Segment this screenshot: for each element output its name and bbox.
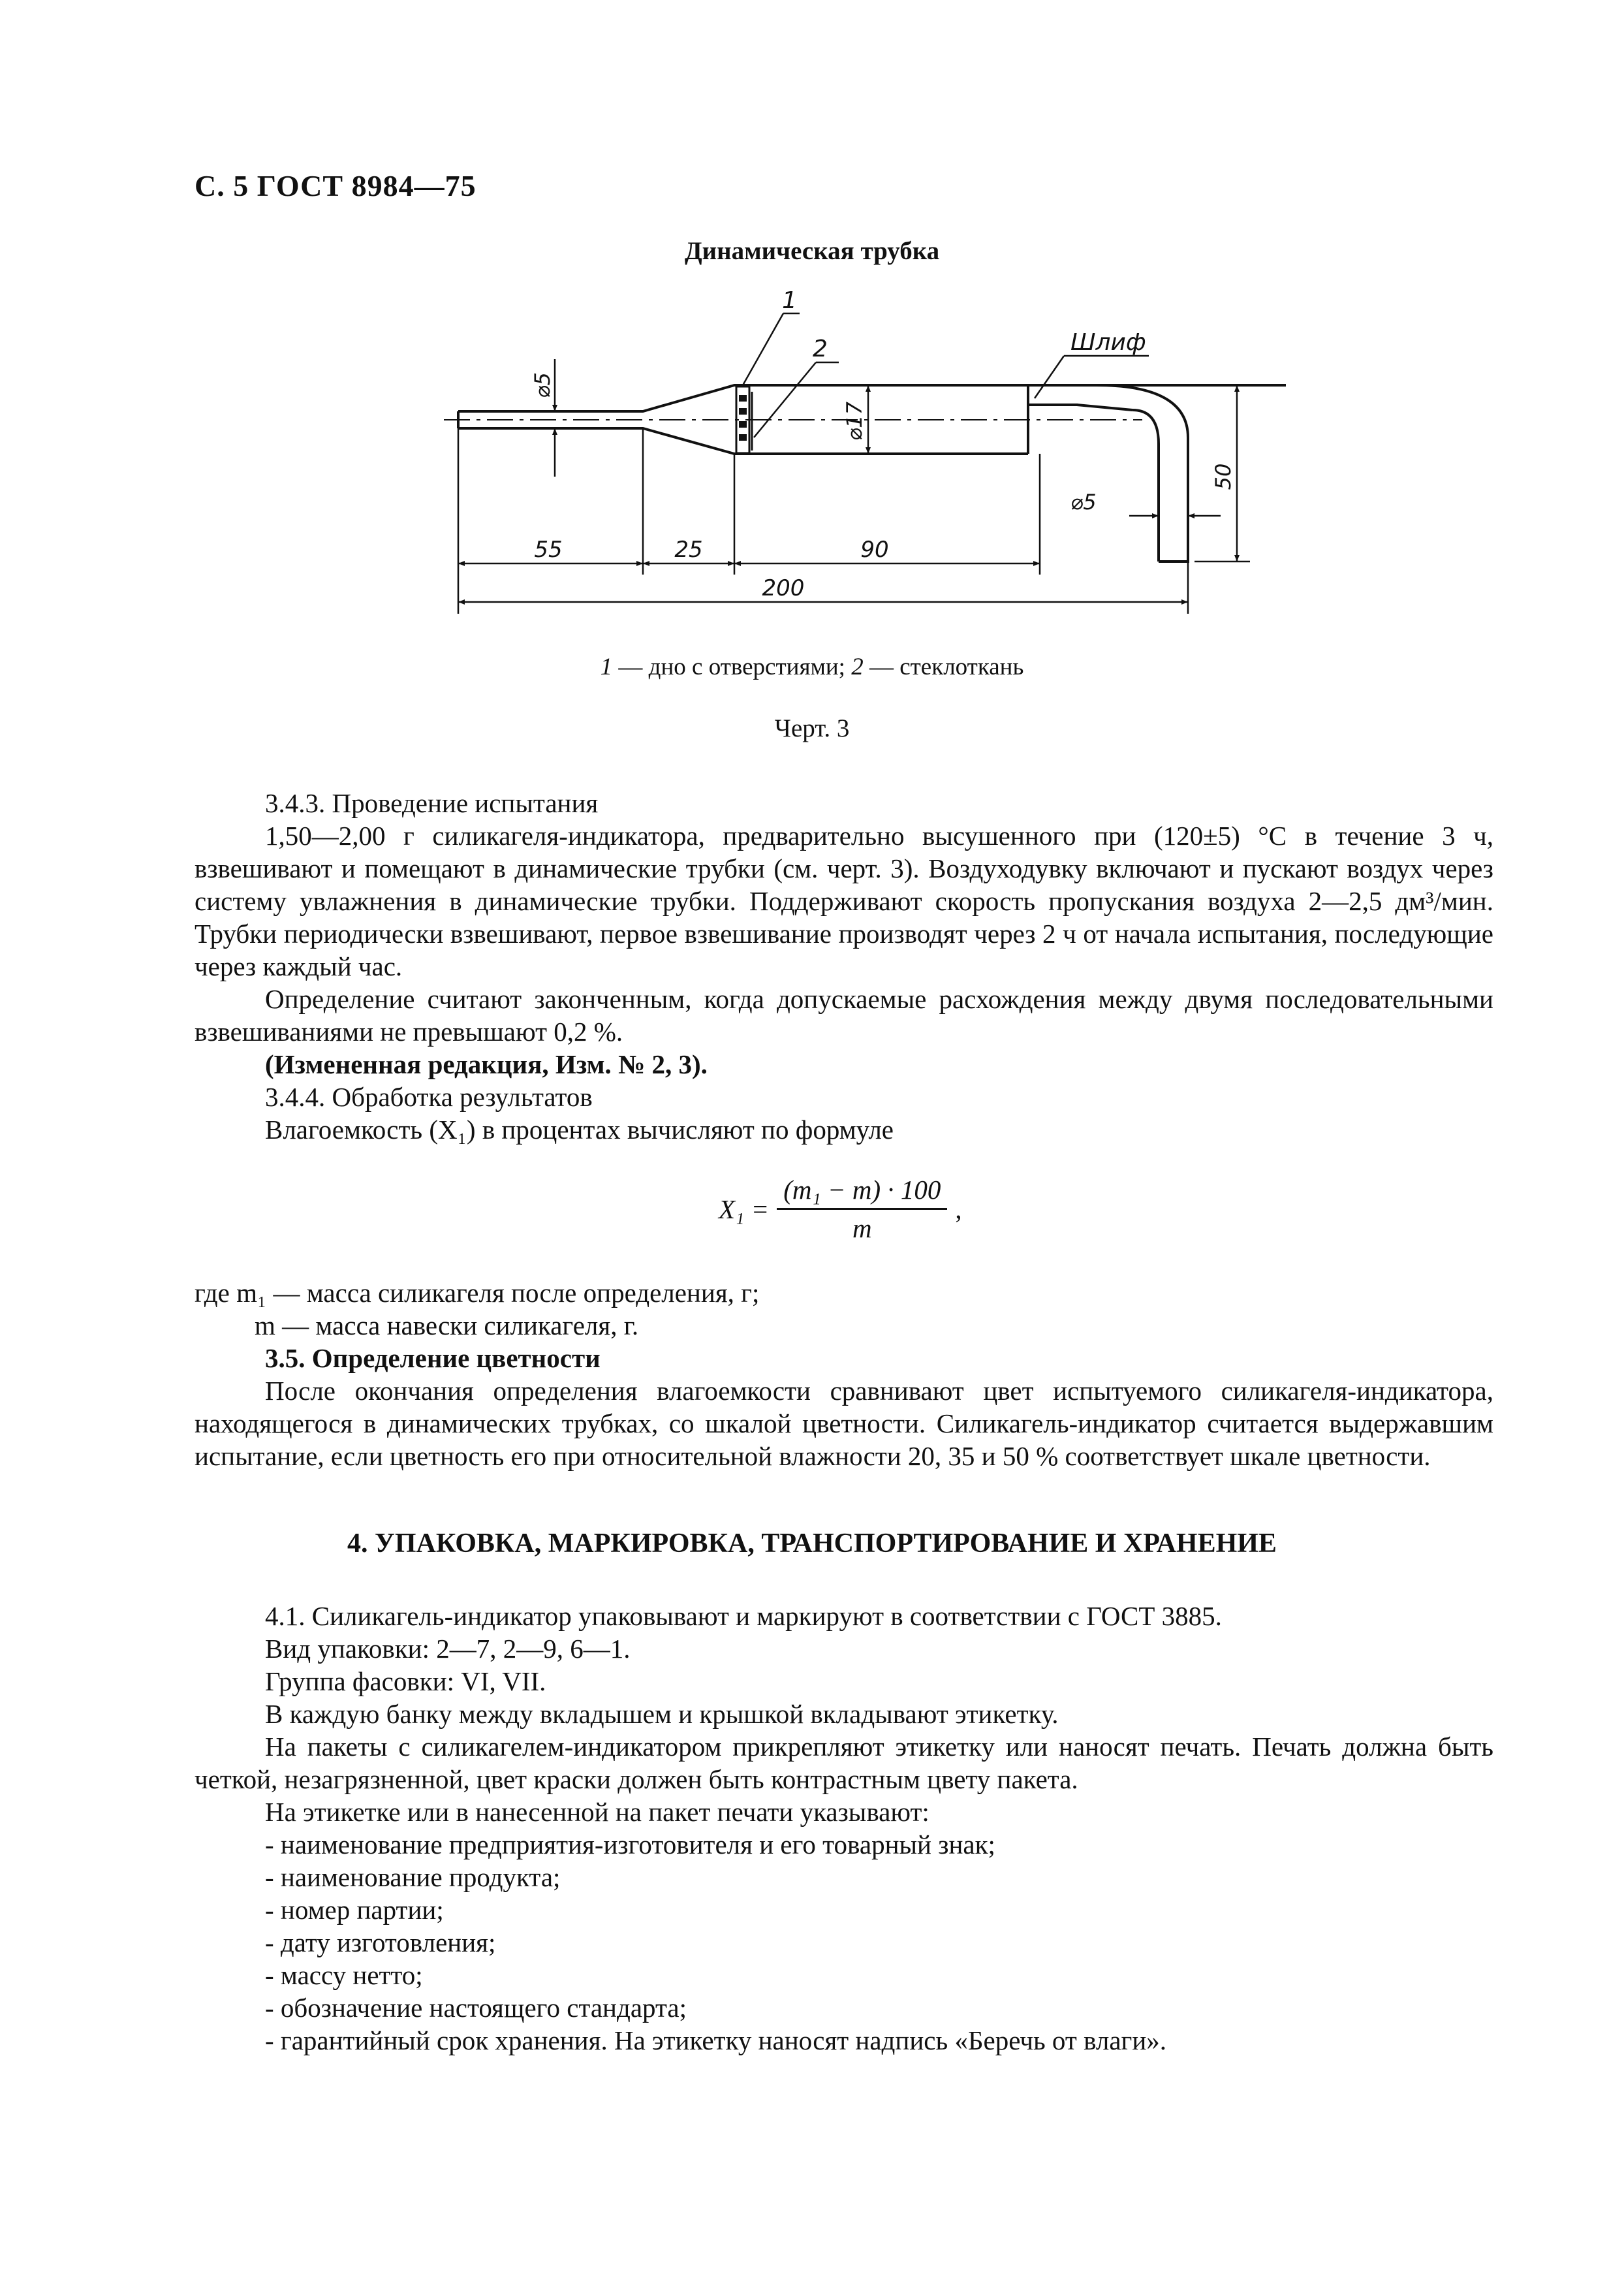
figure-caption: Черт. 3 (774, 714, 850, 742)
section-4 (195, 1600, 1493, 2057)
dim-d5-left: ⌀5 (530, 372, 555, 398)
list-item: - дату изготовления; (265, 1927, 496, 1957)
dynamic-tube-drawing (418, 287, 1292, 627)
formula-lhs: X₁ = (719, 1194, 770, 1224)
callout-2-label: 2 (813, 336, 828, 362)
list-item: - массу нетто; (265, 1960, 423, 1990)
dim-d5-right: ⌀5 (1070, 490, 1097, 514)
paragraph: Вид упаковки: 2—7, 2—9, 6—1. (265, 1634, 631, 1664)
paragraph: Группа фасовки: VI, VII. (265, 1666, 546, 1696)
formula-trail: , (955, 1194, 962, 1224)
list-item: - наименование продукта; (265, 1862, 561, 1892)
paragraph: На пакеты с силикагелем-индикатором прикрепляют этикетку или наносят печать. Печать должна быть четкой, незагрязненной, цвет краски должен быть контрастным цвету пакета. (195, 1732, 1493, 1794)
list-item: - наименование предприятия-изготовителя и его товарный знак; (265, 1829, 995, 1860)
dim-25: 25 (674, 537, 703, 563)
where-line: где m₁ — масса силикагеля после определения, г; (195, 1278, 760, 1308)
shlif-label: Шлиф (1070, 329, 1146, 356)
page-header: С. 5 ГОСТ 8984—75 (195, 169, 476, 202)
legend-number-2: 2 (851, 654, 864, 680)
paragraph: Влагоемкость (X₁) в процентах вычисляют по формуле (265, 1115, 894, 1145)
list-item: - обозначение настоящего стандарта; (265, 1993, 687, 2023)
section-heading: 3.4.4. Обработка результатов (265, 1082, 593, 1112)
amendment-note: (Измененная редакция, Изм. № 2, 3). (265, 1049, 708, 1079)
paragraph: 1,50—2,00 г силикагеля-индикатора, предварительно высушенного при (120±5) °С в течение 3 ч, взвешивают и помещают в динамические трубки (см. черт. 3). Воздуходувку включают и пускают воздух через систему увлажнения в динамические трубки. Поддерживают скорость пропускания воздуха 2—2,5 дм³/мин. Трубки периодически взвешивают, первое взвешивание производят через 2 ч от начала испытания, последующие через каждый час. (195, 821, 1493, 981)
section-heading: 3.4.3. Проведение испытания (265, 788, 599, 818)
dim-200: 200 (762, 575, 805, 601)
paragraph: На этикетке или в нанесенной на пакет печати указывают: (265, 1797, 929, 1827)
paragraph: После окончания определения влагоемкости сравнивают цвет испытуемого силикагеля-индикатора, находящегося в динамических трубках, со шкалой цветности. Силикагель-индикатор считается выдержавшим испытание, если цветность его при относительной влажности 20, 35 и 50 % соответствует шкале цветности. (195, 1376, 1493, 1471)
list-item: - гарантийный срок хранения. На этикетку наносят надпись «Беречь от влаги». (265, 2025, 1167, 2055)
figure-title: Динамическая трубка (684, 237, 940, 265)
tube-outline (458, 385, 1286, 562)
formula-numerator: (m₁ − m) · 100 (777, 1174, 947, 1209)
paragraph: 4.1. Силикагель-индикатор упаковывают и маркируют в соответствии с ГОСТ 3885. (265, 1601, 1222, 1631)
paragraph: Определение считают законченным, когда допускаемые расхождения между двумя последовательными взвешиваниями не превышают 0,2 %. (195, 984, 1493, 1047)
legend-number-1: 1 (600, 654, 613, 680)
section-heading: 3.5. Определение цветности (265, 1343, 601, 1373)
paragraph: В каждую банку между вкладышем и крышкой вкладывают этикетку. (265, 1699, 1059, 1729)
list-item: - номер партии; (265, 1895, 444, 1925)
where-line: m — масса навески силикагеля, г. (255, 1310, 639, 1340)
legend-text-1: — дно с отверстиями; (612, 654, 852, 680)
section-4-title: 4. УПАКОВКА, МАРКИРОВКА, ТРАНСПОРТИРОВАНИЕ И ХРАНЕНИЕ (347, 1528, 1277, 1559)
dim-d17: ⌀17 (842, 402, 867, 441)
formula (718, 1174, 963, 1244)
section-3-4-3 (195, 787, 1493, 1146)
section-3-5 (195, 1276, 1493, 1472)
callout-1-label: 1 (782, 287, 797, 314)
legend-text-2: — стеклоткань (863, 654, 1024, 680)
formula-denominator: m (852, 1213, 872, 1243)
figure-legend (0, 653, 1624, 681)
dim-50: 50 (1211, 463, 1236, 490)
dim-55: 55 (534, 537, 563, 563)
dim-90: 90 (860, 537, 889, 563)
